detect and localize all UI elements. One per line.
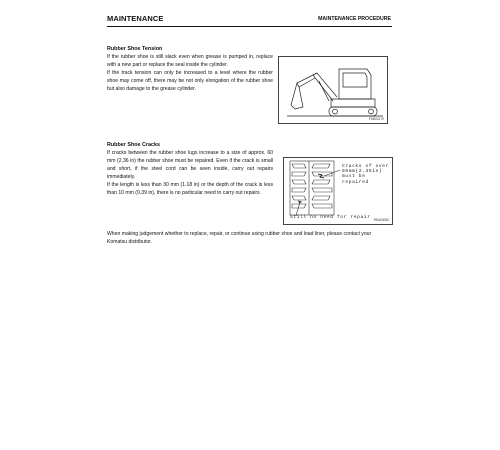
- header-rule: [107, 26, 392, 27]
- section-text-tension: [107, 53, 273, 93]
- paragraph: If cracks between the rubber shoe lugs increase to a size of approx. 60 mm (2.36 in) the rubber shoe must be repaired. Even if the crack is small and short, if the steel cord can be seen inside, carry out repairs immediately.: [107, 150, 273, 180]
- crack-callout: [342, 164, 389, 185]
- section-title-cracks: Rubber Shoe Cracks: [107, 142, 161, 148]
- section-text-cracks: [107, 149, 273, 197]
- figure-code: RKA03050: [373, 218, 389, 222]
- callout-line: Cracks of over: [342, 164, 389, 169]
- callout-line: must be: [342, 174, 366, 180]
- header-subsection-title: MAINTENANCE PROCEDURE: [318, 16, 391, 22]
- closing-note: When making judgement whether to replace, repair, or continue using rubber shoe and load liner, please contact your Komatsu distributor.: [107, 231, 372, 245]
- excavator-drawing: [279, 57, 387, 123]
- figure-rubber-shoe: [283, 157, 393, 225]
- paragraph: If the track tension can only be increased to a level where the rubber shoe may come off, there may be not only elongation of the rubber shoe but also damage to the grease cylinder.: [107, 70, 273, 92]
- callout-line: 60mm(2.36in): [342, 169, 383, 175]
- no-repair-label: Still no need for repair: [290, 215, 371, 220]
- figure-excavator: [278, 56, 388, 124]
- section-title-tension: Rubber Shoe Tension: [107, 46, 163, 52]
- paragraph: If the rubber shoe is still slack even when grease is pumped in, replace with a new part or replace the seal inside the cylinder.: [107, 54, 273, 68]
- figure-code: FUB03170: [368, 117, 384, 121]
- callout-line: repaired: [342, 179, 369, 185]
- header-section-title: MAINTENANCE: [107, 14, 164, 23]
- paragraph: If the length is less than 30 mm (1.18 in) or the depth of the crack is less than 10 mm (0.39 in), there is no particular need to carry out repairs.: [107, 182, 273, 196]
